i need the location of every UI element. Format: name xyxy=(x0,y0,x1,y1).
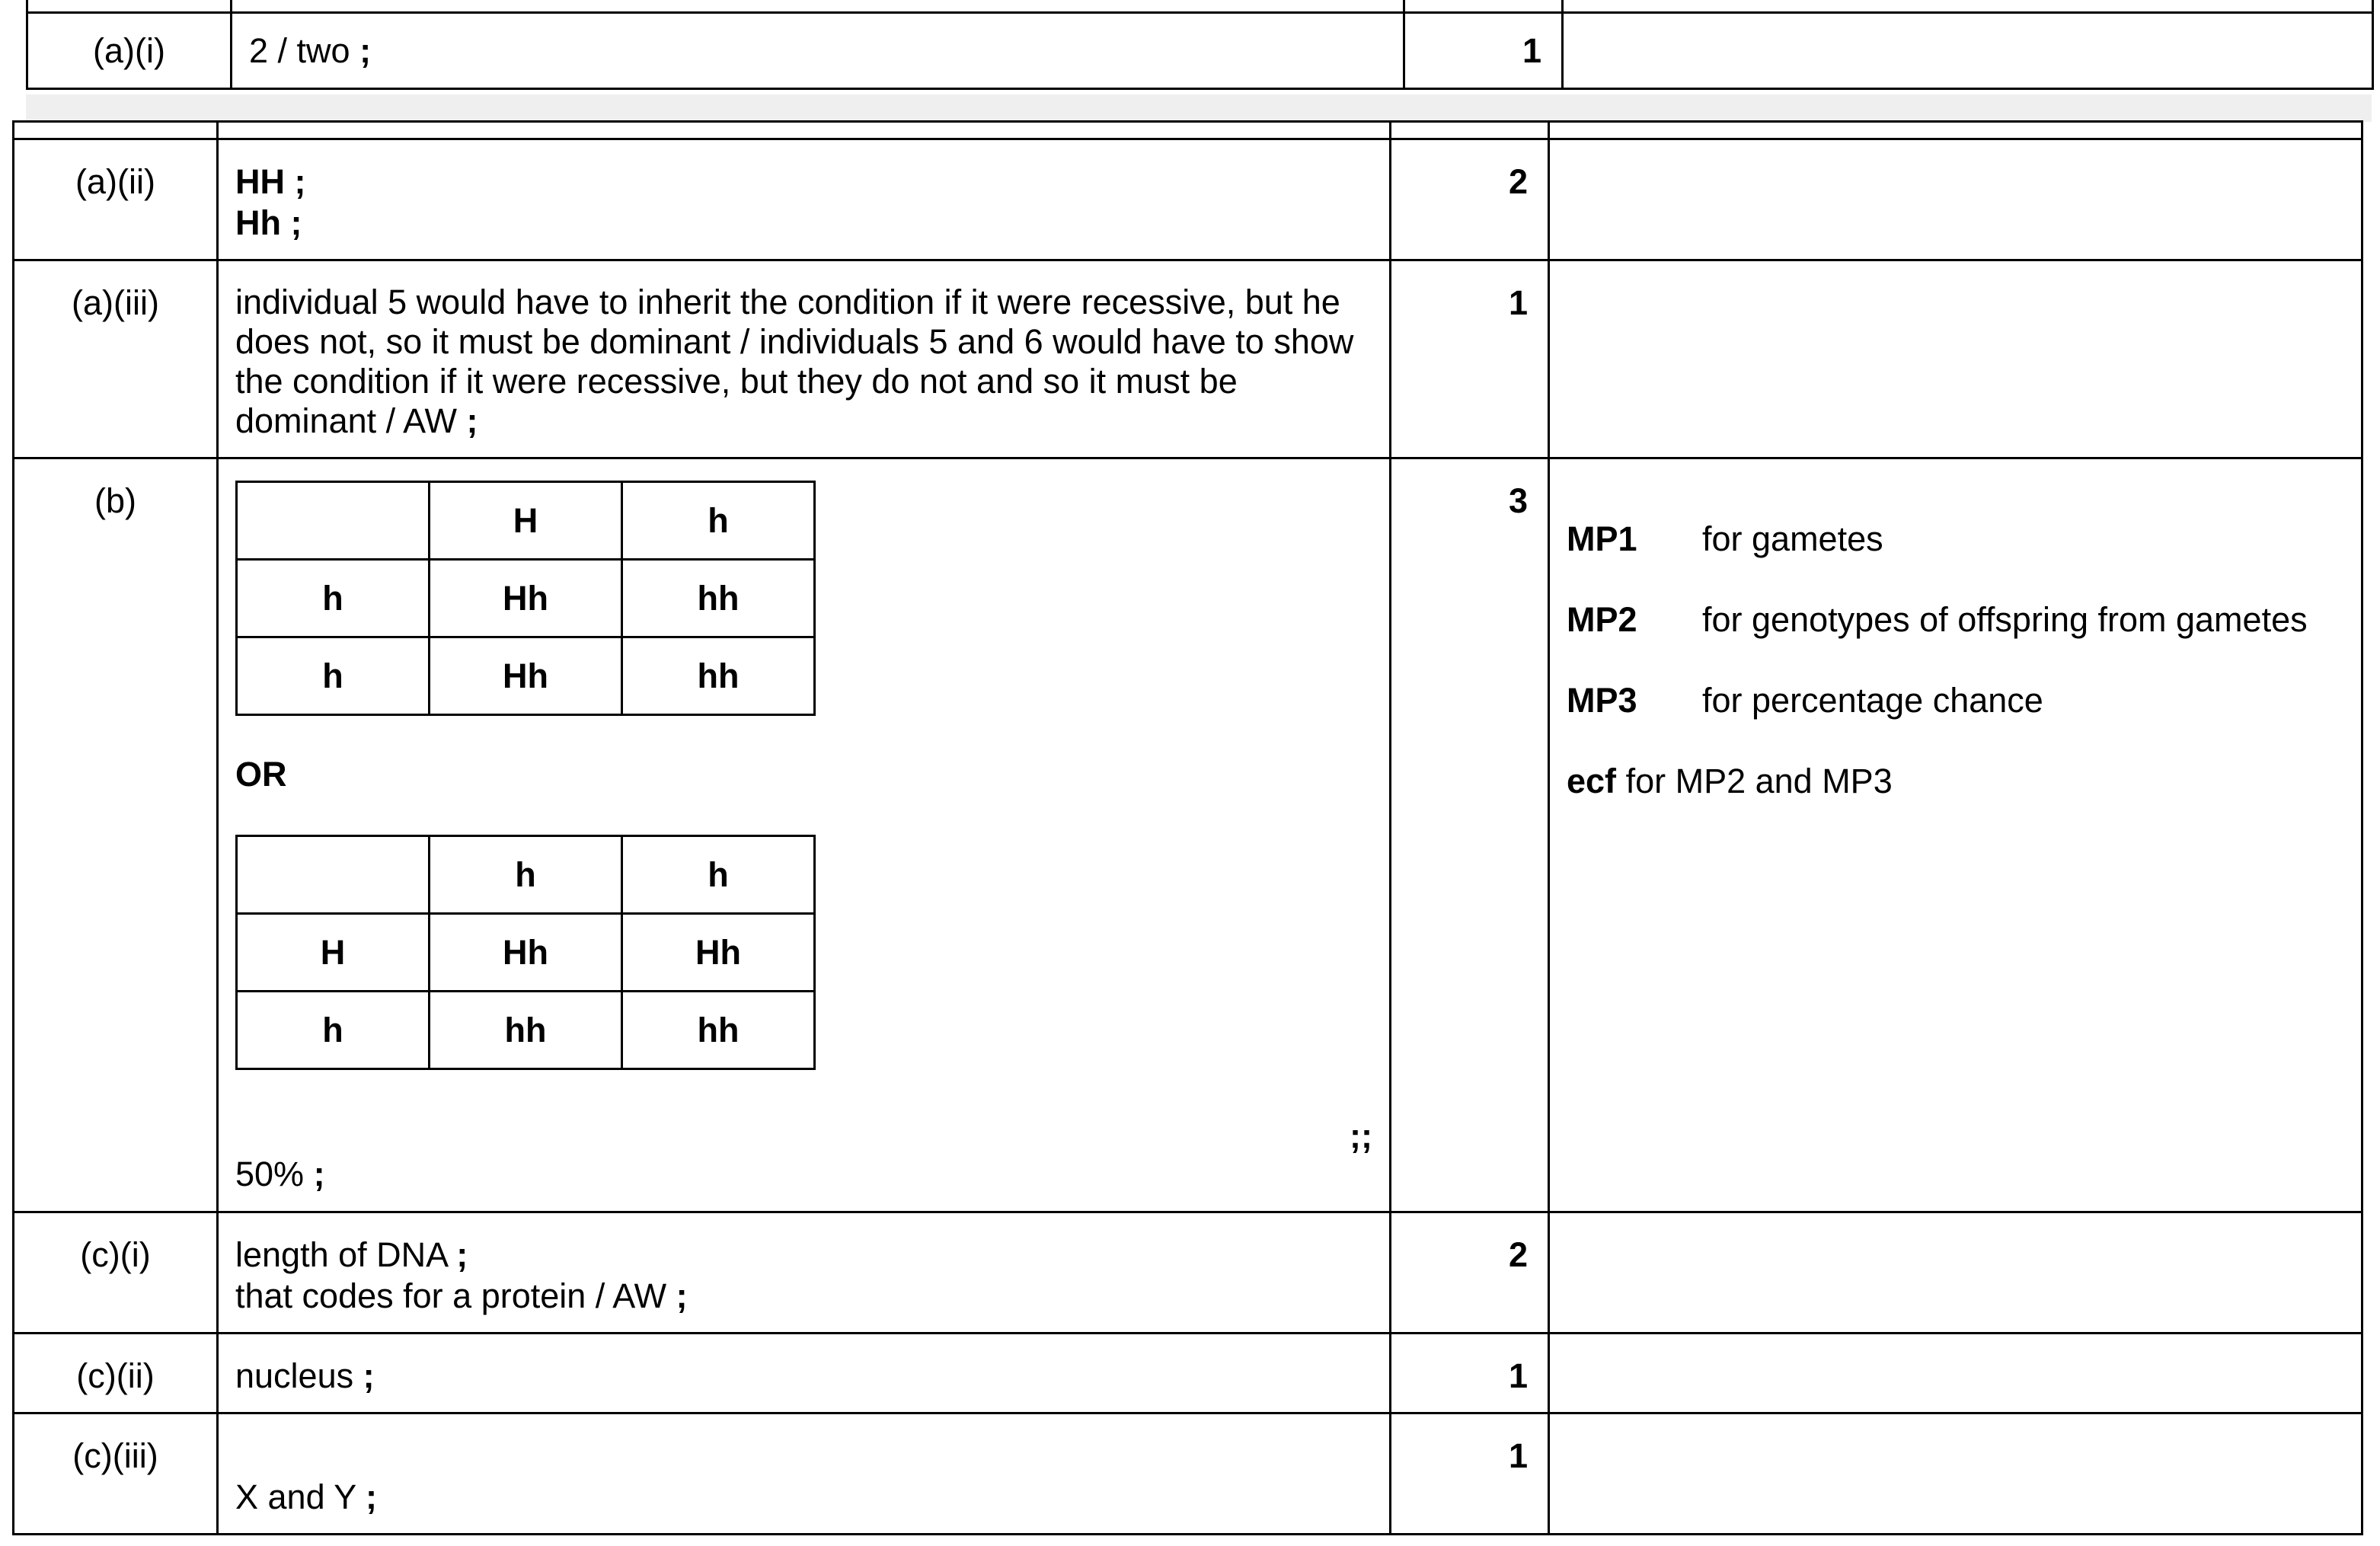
answer-text: X and Y xyxy=(235,1477,356,1516)
punnett-cell: H xyxy=(430,482,622,560)
guidance-cell xyxy=(1549,139,2362,260)
table-stub-row xyxy=(14,122,2362,139)
row-c-ii xyxy=(14,1334,2362,1413)
question-number: (c)(ii) xyxy=(14,1334,218,1413)
punnett-cell xyxy=(237,836,430,914)
answer-text: 2 / two xyxy=(249,31,350,70)
question-number: (a)(iii) xyxy=(14,260,218,458)
row-a-ii xyxy=(14,139,2362,260)
punnett-cell: h xyxy=(430,836,622,914)
punnett-cell: h xyxy=(237,560,430,637)
punnett-cell: hh xyxy=(622,992,815,1069)
answer-line xyxy=(235,1235,1374,1276)
guidance-mp2: MP2 for genotypes of offspring from gametes xyxy=(1567,600,2308,639)
or-label: OR xyxy=(235,755,287,794)
punnett-square-1 xyxy=(235,481,816,716)
row-a-iii xyxy=(14,260,2362,458)
guidance-mp3: MP3 for percentage chance xyxy=(1567,681,2043,720)
punnett-cell: h xyxy=(622,836,815,914)
answer-cell xyxy=(218,1212,1391,1334)
semicolon: ; xyxy=(456,1235,468,1274)
answer-cell xyxy=(232,13,1404,89)
answer-line xyxy=(235,161,1374,203)
marks-cell: 1 xyxy=(1391,260,1549,458)
answer-text: HH xyxy=(235,162,285,201)
semicolon: ; xyxy=(294,162,306,201)
row-c-i xyxy=(14,1212,2362,1334)
percentage-text: 50% xyxy=(235,1155,305,1193)
guidance-cell xyxy=(1549,458,2362,1212)
answer-cell xyxy=(218,1413,1391,1535)
marks-cell: 1 xyxy=(1391,1413,1549,1535)
percentage-line xyxy=(235,1154,325,1195)
guidance-cell xyxy=(1549,260,2362,458)
row-c-iii xyxy=(14,1413,2362,1535)
semicolon: ; xyxy=(366,1477,378,1516)
answer-cell xyxy=(218,1334,1391,1413)
marks-cell: 2 xyxy=(1391,1212,1549,1334)
markscheme-table-main xyxy=(12,120,2363,1535)
question-number: (c)(i) xyxy=(14,1212,218,1334)
semicolon: ; xyxy=(363,1356,375,1395)
punnett-square-2 xyxy=(235,835,816,1070)
punnett-cell: hh xyxy=(622,637,815,715)
marks-cell: 3 xyxy=(1391,458,1549,1212)
marks-cell: 1 xyxy=(1404,13,1563,89)
semicolon: ; xyxy=(290,203,302,242)
guidance-cell xyxy=(1549,1212,2362,1334)
answer-cell xyxy=(218,139,1391,260)
punnett-cell: H xyxy=(237,914,430,992)
answer-line xyxy=(235,203,1374,244)
punnett-cell: Hh xyxy=(430,560,622,637)
guidance-cell xyxy=(1549,1334,2362,1413)
answer-text: Hh xyxy=(235,203,281,242)
answer-text: individual 5 would have to inherit the condition if it were recessive, but he does not, so it must be dominant / individuals 5 and 6 would have to show the condition if it were recessive, but they do not and so it must be dominant / AW xyxy=(235,283,1354,440)
question-number: (b) xyxy=(14,458,218,1212)
semicolon: ; xyxy=(466,401,478,440)
guidance-cell xyxy=(1549,1413,2362,1535)
answer-line xyxy=(235,1276,1374,1317)
answer-text: that codes for a protein / AW xyxy=(235,1276,667,1315)
semicolon: ; xyxy=(359,31,372,70)
guidance-mp1: MP1 for gametes xyxy=(1567,519,1883,558)
question-number: (c)(iii) xyxy=(14,1413,218,1535)
question-number: (a)(i) xyxy=(27,13,232,89)
row-a-i xyxy=(27,13,2373,89)
markscheme-table-top xyxy=(26,0,2374,90)
semicolon: ; xyxy=(313,1155,325,1193)
answer-text: nucleus xyxy=(235,1356,354,1395)
answer-cell xyxy=(218,260,1391,458)
marks-cell: 1 xyxy=(1391,1334,1549,1413)
double-semicolon: ;; xyxy=(1350,1116,1372,1155)
punnett-cell: Hh xyxy=(622,914,815,992)
punnett-cell: h xyxy=(237,992,430,1069)
answer-text: length of DNA xyxy=(235,1235,447,1274)
punnett-cell: h xyxy=(622,482,815,560)
semicolon: ; xyxy=(676,1276,688,1315)
table-stub-row xyxy=(27,0,2373,13)
punnett-cell: Hh xyxy=(430,914,622,992)
punnett-cell: hh xyxy=(430,992,622,1069)
punnett-cell xyxy=(237,482,430,560)
guidance-cell xyxy=(1563,13,2373,89)
row-b xyxy=(14,458,2362,1212)
marks-cell: 2 xyxy=(1391,139,1549,260)
guidance-ecf: ecf for MP2 and MP3 xyxy=(1567,762,1893,800)
page-break-band xyxy=(26,94,2372,122)
question-number: (a)(ii) xyxy=(14,139,218,260)
punnett-cell: hh xyxy=(622,560,815,637)
punnett-cell: h xyxy=(237,637,430,715)
punnett-cell: Hh xyxy=(430,637,622,715)
answer-cell xyxy=(218,458,1391,1212)
